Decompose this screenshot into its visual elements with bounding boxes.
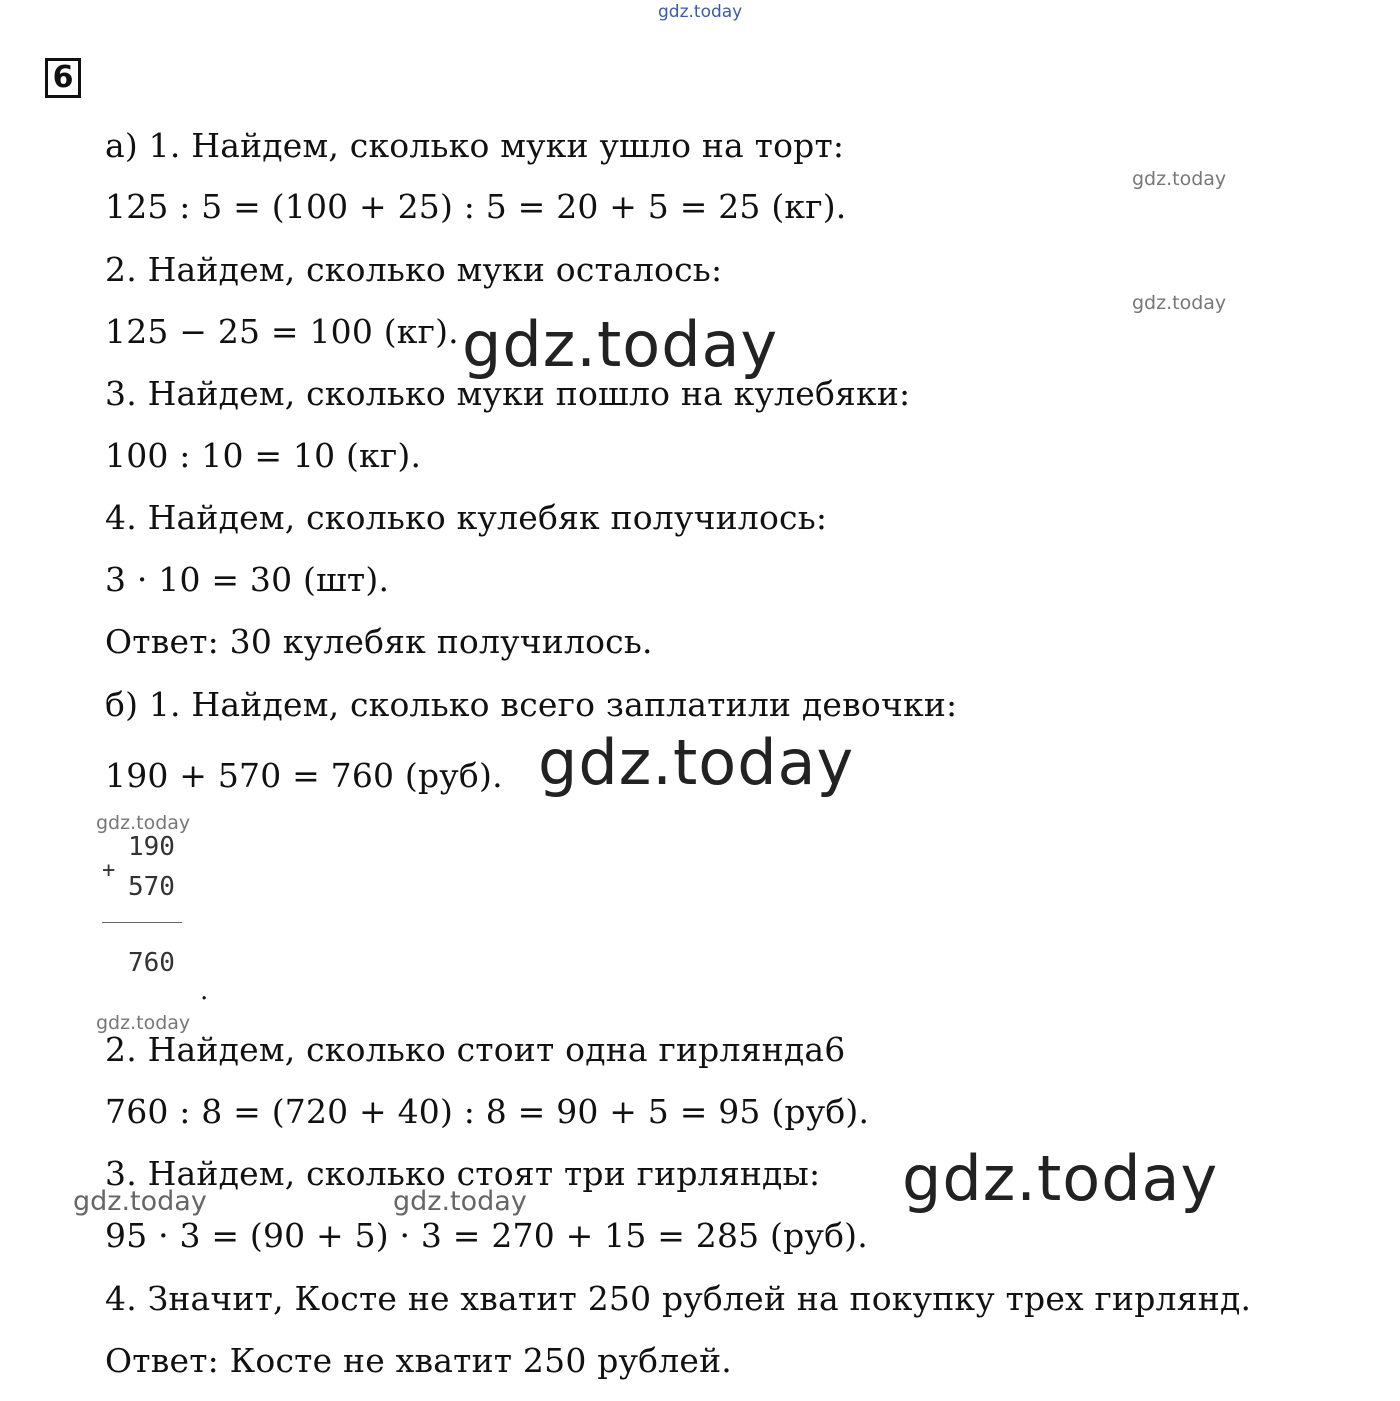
line-b-step4: 4. Значит, Косте не хватит 250 рублей на покупку трех гирлянд. (105, 1279, 1252, 1318)
watermark-large-2: gdz.today (538, 726, 855, 799)
line-b-step1: б) 1. Найдем, сколько всего заплатили девочки: (105, 685, 958, 724)
watermark-column-bottom: gdz.today (96, 1012, 191, 1034)
line-a-step4: 4. Найдем, сколько кулебяк получилось: (105, 498, 828, 537)
watermark-right-2: gdz.today (1132, 292, 1227, 314)
column-sum: 760 (128, 948, 175, 978)
line-a-step1: а) 1. Найдем, сколько муки ушло на торт: (105, 126, 845, 165)
column-plus-sign: + (102, 858, 116, 883)
column-addend-2: 570 (128, 872, 175, 902)
line-a-answer: Ответ: 30 кулебяк получилось. (105, 622, 653, 661)
line-b-step2: 2. Найдем, сколько стоит одна гирлянда6 (105, 1030, 846, 1069)
line-a-step2: 2. Найдем, сколько муки осталось: (105, 250, 723, 289)
line-b-calc3: 95 · 3 = (90 + 5) · 3 = 270 + 15 = 285 (руб). (105, 1216, 868, 1255)
watermark-large-1: gdz.today (462, 308, 779, 381)
task-number-box: 6 (45, 58, 81, 98)
line-b-calc2: 760 : 8 = (720 + 40) : 8 = 90 + 5 = 95 (руб). (105, 1092, 870, 1131)
line-a-calc2: 125 − 25 = 100 (кг). (105, 312, 459, 351)
line-a-calc3: 100 : 10 = 10 (кг). (105, 436, 422, 475)
column-addend-1: 190 (128, 832, 175, 862)
watermark-top: gdz.today (658, 2, 743, 22)
column-addition (100, 830, 190, 990)
watermark-column-top: gdz.today (96, 812, 191, 834)
column-sum-rule (102, 922, 182, 923)
column-trailing-dot: . (200, 976, 209, 1006)
watermark-large-3: gdz.today (902, 1142, 1219, 1215)
line-b-step3: 3. Найдем, сколько стоят три гирлянды: (105, 1154, 821, 1193)
line-a-calc1: 125 : 5 = (100 + 25) : 5 = 20 + 5 = 25 (кг). (105, 187, 847, 226)
line-a-calc4: 3 · 10 = 30 (шт). (105, 560, 390, 599)
watermark-right-1: gdz.today (1132, 168, 1227, 190)
watermark-center-mid: gdz.today (393, 1186, 527, 1217)
line-a-step3: 3. Найдем, сколько муки пошло на кулебяки: (105, 374, 911, 413)
line-b-calc1: 190 + 570 = 760 (руб). (105, 756, 503, 795)
watermark-left-mid: gdz.today (73, 1186, 207, 1217)
line-b-answer: Ответ: Косте не хватит 250 рублей. (105, 1341, 732, 1380)
